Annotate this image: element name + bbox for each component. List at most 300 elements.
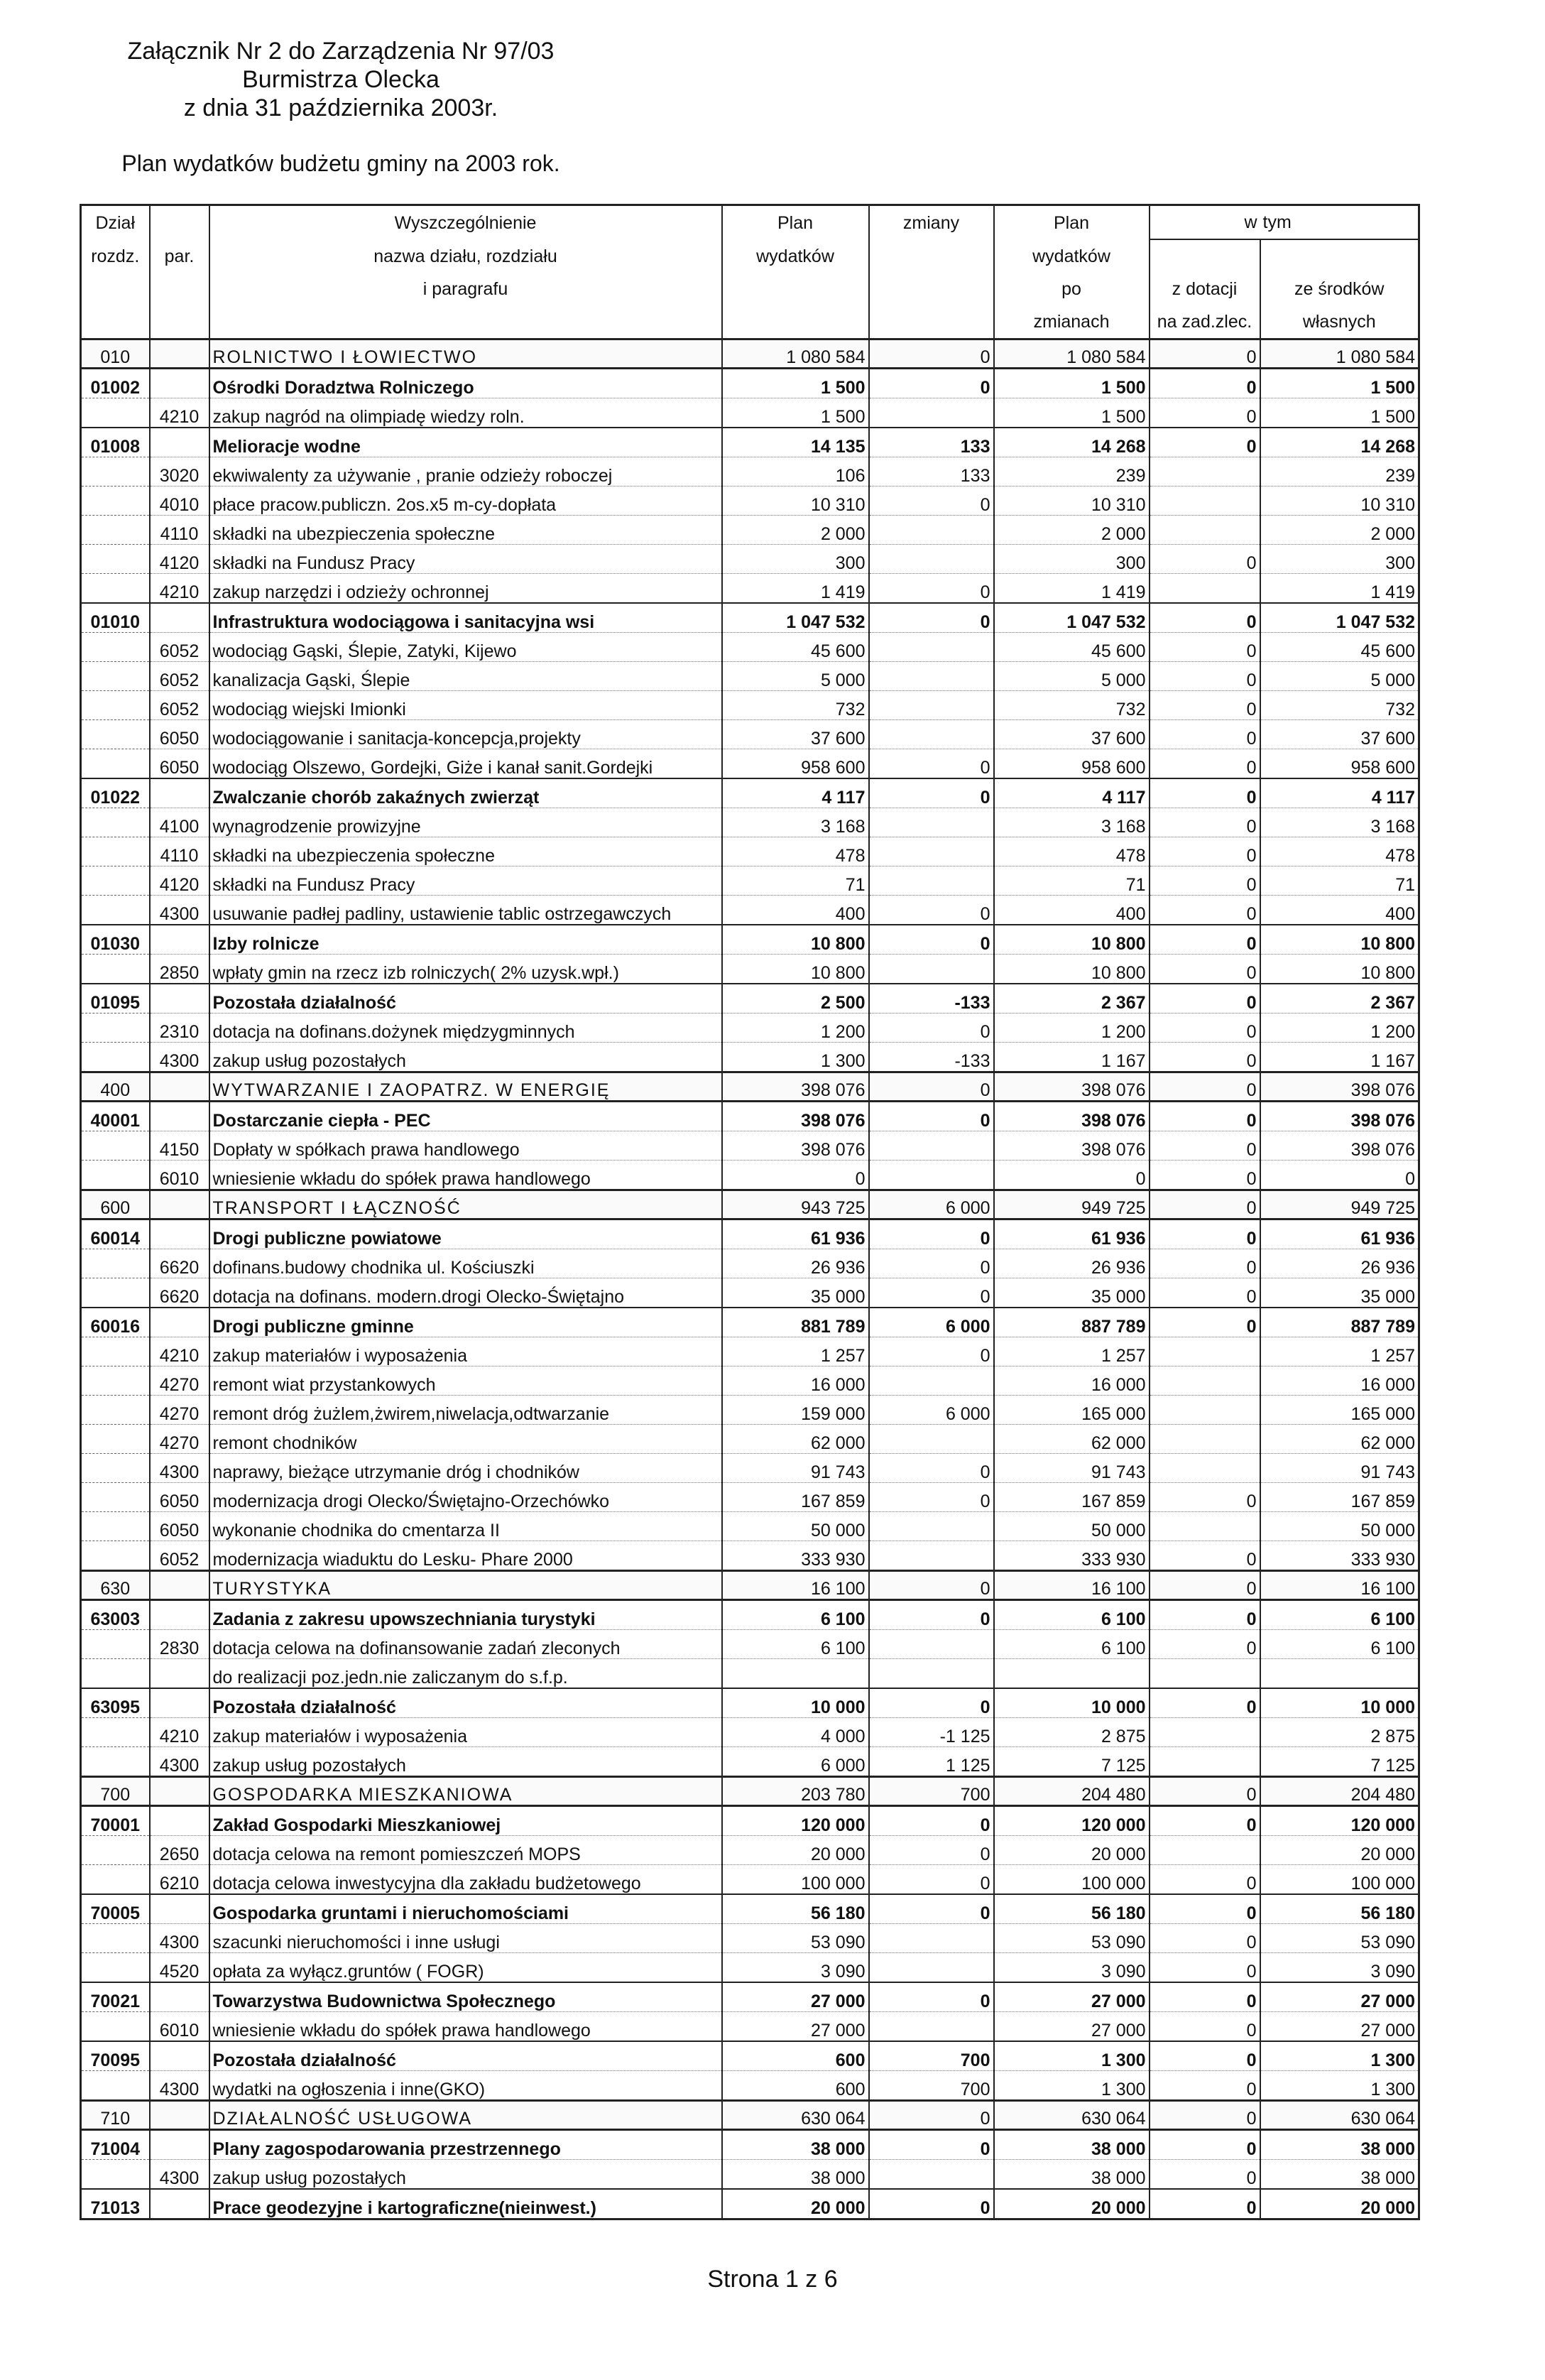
par-cell: 4110 <box>150 837 209 866</box>
ze-srodkow-cell: 56 180 <box>1260 1894 1419 1924</box>
col-ze-srodkow-header: ze środków <box>1260 273 1419 305</box>
rozdzial-row <box>81 603 1419 633</box>
ze-srodkow-cell: 27 000 <box>1260 2012 1419 2042</box>
z-dotacji-cell <box>1150 1747 1260 1777</box>
plan-po-zmianach-cell: 3 090 <box>994 1953 1150 1983</box>
plan-po-zmianach-cell: 91 743 <box>994 1454 1150 1483</box>
ze-srodkow-cell: 1 500 <box>1260 369 1419 398</box>
ze-srodkow-cell: 732 <box>1260 691 1419 720</box>
zmiany-cell: 6 000 <box>869 1308 994 1337</box>
par-cell <box>150 603 209 633</box>
paragraf-row <box>81 1454 1419 1483</box>
zmiany-cell <box>869 1512 994 1541</box>
zmiany-cell: 0 <box>869 603 994 633</box>
ze-srodkow-cell: 61 936 <box>1260 1219 1419 1249</box>
par-cell <box>150 1308 209 1337</box>
dzial-cell <box>81 545 150 574</box>
dzial-cell: 70001 <box>81 1806 150 1836</box>
page-number: Strona 1 z 6 <box>707 2266 838 2293</box>
paragraf-row <box>81 1865 1419 1895</box>
paragraf-row <box>81 720 1419 749</box>
par-cell: 6010 <box>150 1161 209 1190</box>
zmiany-cell: 0 <box>869 1483 994 1512</box>
dzial-cell: 710 <box>81 2101 150 2130</box>
ze-srodkow-cell: 2 875 <box>1260 1718 1419 1747</box>
dzial-cell <box>81 1659 150 1689</box>
zmiany-cell: 6 000 <box>869 1396 994 1425</box>
plan-po-zmianach-cell: 7 125 <box>994 1747 1150 1777</box>
z-dotacji-cell: 0 <box>1150 662 1260 691</box>
col-plan-header: Plan <box>722 205 869 240</box>
ze-srodkow-cell: 10 800 <box>1260 955 1419 984</box>
name-cell: Zwalczanie chorób zakaźnych zwierząt <box>209 778 722 808</box>
plan-po-zmianach-cell: 37 600 <box>994 720 1150 749</box>
par-cell <box>150 339 209 369</box>
z-dotacji-cell: 0 <box>1150 1014 1260 1043</box>
ze-srodkow-cell: 10 310 <box>1260 487 1419 516</box>
z-dotacji-cell: 0 <box>1150 633 1260 662</box>
ze-srodkow-cell: 167 859 <box>1260 1483 1419 1512</box>
plan-cell: 61 936 <box>722 1219 869 1249</box>
z-dotacji-cell <box>1150 516 1260 545</box>
par-cell <box>150 1102 209 1131</box>
par-cell: 6050 <box>150 720 209 749</box>
dzial-cell <box>81 866 150 896</box>
ze-srodkow-cell: 120 000 <box>1260 1806 1419 1836</box>
name-cell: Towarzystwa Budownictwa Społecznego <box>209 1982 722 2012</box>
par-cell: 4270 <box>150 1425 209 1454</box>
par-cell: 6052 <box>150 662 209 691</box>
zmiany-cell: 133 <box>869 428 994 457</box>
plan-cell: 1 080 584 <box>722 339 869 369</box>
plan-po-zmianach-cell: 958 600 <box>994 749 1150 779</box>
plan-cell: 958 600 <box>722 749 869 779</box>
plan-po-zmianach-cell <box>994 1659 1150 1689</box>
ze-srodkow-cell: 4 117 <box>1260 778 1419 808</box>
dzial-cell <box>81 1836 150 1865</box>
col-nazwa-header: nazwa działu, rozdziału <box>209 239 722 273</box>
plan-cell: 10 310 <box>722 487 869 516</box>
dzial-cell <box>81 1747 150 1777</box>
z-dotacji-cell: 0 <box>1150 1777 1260 1806</box>
ze-srodkow-cell: 958 600 <box>1260 749 1419 779</box>
plan-cell: 20 000 <box>722 1836 869 1865</box>
rozdzial-row <box>81 1806 1419 1836</box>
name-cell: TRANSPORT I ŁĄCZNOŚĆ <box>209 1190 722 1219</box>
paragraf-row <box>81 1337 1419 1366</box>
plan-cell: 26 936 <box>722 1249 869 1278</box>
name-cell: naprawy, bieżące utrzymanie dróg i chodników <box>209 1454 722 1483</box>
name-cell: TURYSTYKA <box>209 1571 722 1600</box>
z-dotacji-cell: 0 <box>1150 398 1260 428</box>
z-dotacji-cell <box>1150 1512 1260 1541</box>
paragraf-row <box>81 1278 1419 1308</box>
zmiany-cell: 0 <box>869 1600 994 1630</box>
name-cell: zakup materiałów i wyposażenia <box>209 1718 722 1747</box>
z-dotacji-cell: 0 <box>1150 1688 1260 1718</box>
zmiany-cell <box>869 516 994 545</box>
dzial-cell <box>81 1865 150 1895</box>
zmiany-cell: 700 <box>869 2041 994 2071</box>
col-po-header: po <box>994 273 1150 305</box>
dzial-cell: 01095 <box>81 984 150 1014</box>
name-cell: dotacja celowa na remont pomieszczeń MOPS <box>209 1836 722 1865</box>
ze-srodkow-cell: 71 <box>1260 866 1419 896</box>
plan-po-zmianach-cell: 300 <box>994 545 1150 574</box>
plan-cell: 1 500 <box>722 369 869 398</box>
plan-po-zmianach-cell: 61 936 <box>994 1219 1150 1249</box>
plan-cell: 50 000 <box>722 1512 869 1541</box>
dzial-cell <box>81 398 150 428</box>
plan-cell: 2 500 <box>722 984 869 1014</box>
par-cell <box>150 1982 209 2012</box>
name-cell: dofinans.budowy chodnika ul. Kościuszki <box>209 1249 722 1278</box>
name-cell: wynagrodzenie prowizyjne <box>209 808 722 837</box>
plan-cell: 16 100 <box>722 1571 869 1600</box>
name-cell: Pozostała działalność <box>209 984 722 1014</box>
z-dotacji-cell <box>1150 1396 1260 1425</box>
plan-po-zmianach-cell: 16 000 <box>994 1366 1150 1396</box>
paragraf-row <box>81 1718 1419 1747</box>
plan-cell: 120 000 <box>722 1806 869 1836</box>
dzial-row <box>81 2101 1419 2130</box>
paragraf-row <box>81 866 1419 896</box>
zmiany-cell: 0 <box>869 1219 994 1249</box>
dzial-cell <box>81 633 150 662</box>
par-cell: 2830 <box>150 1630 209 1659</box>
paragraf-row <box>81 1512 1419 1541</box>
plan-po-zmianach-cell: 949 725 <box>994 1190 1150 1219</box>
name-cell: Drogi publiczne powiatowe <box>209 1219 722 1249</box>
name-cell: Infrastruktura wodociągowa i sanitacyjna wsi <box>209 603 722 633</box>
zmiany-cell: 0 <box>869 2101 994 2130</box>
plan-po-zmianach-cell: 6 100 <box>994 1600 1150 1630</box>
plan-po-zmianach-cell: 0 <box>994 1161 1150 1190</box>
plan-po-zmianach-cell: 2 875 <box>994 1718 1150 1747</box>
plan-cell <box>722 1659 869 1689</box>
name-cell: wniesienie wkładu do spółek prawa handlowego <box>209 2012 722 2042</box>
ze-srodkow-cell: 16 000 <box>1260 1366 1419 1396</box>
name-cell: zakup usług pozostałych <box>209 1043 722 1072</box>
plan-cell: 10 800 <box>722 925 869 955</box>
zmiany-cell: 6 000 <box>869 1190 994 1219</box>
z-dotacji-cell <box>1150 487 1260 516</box>
zmiany-cell: -133 <box>869 1043 994 1072</box>
z-dotacji-cell: 0 <box>1150 339 1260 369</box>
dzial-cell <box>81 1014 150 1043</box>
name-cell: wykonanie chodnika do cmentarza II <box>209 1512 722 1541</box>
z-dotacji-cell <box>1150 457 1260 487</box>
paragraf-row <box>81 662 1419 691</box>
name-cell: zakup narzędzi i odzieży ochronnej <box>209 574 722 604</box>
par-cell: 6052 <box>150 1541 209 1571</box>
paragraf-row <box>81 1483 1419 1512</box>
dzial-cell: 01008 <box>81 428 150 457</box>
dzial-cell <box>81 1366 150 1396</box>
name-cell: Dopłaty w spółkach prawa handlowego <box>209 1131 722 1161</box>
zmiany-cell: -133 <box>869 984 994 1014</box>
name-cell: opłata za wyłącz.gruntów ( FOGR) <box>209 1953 722 1983</box>
par-cell: 6052 <box>150 691 209 720</box>
par-cell: 4210 <box>150 1337 209 1366</box>
zmiany-cell <box>869 662 994 691</box>
col-paragrafu-header: i paragrafu <box>209 273 722 305</box>
ze-srodkow-cell: 6 100 <box>1260 1600 1419 1630</box>
zmiany-cell: 1 125 <box>869 1747 994 1777</box>
dzial-cell: 01002 <box>81 369 150 398</box>
plan-cell: 27 000 <box>722 2012 869 2042</box>
name-cell: WYTWARZANIE I ZAOPATRZ. W ENERGIĘ <box>209 1072 722 1102</box>
zmiany-cell: 0 <box>869 1278 994 1308</box>
name-cell: modernizacja drogi Olecko/Świętajno-Orzechówko <box>209 1483 722 1512</box>
ze-srodkow-cell: 165 000 <box>1260 1396 1419 1425</box>
z-dotacji-cell: 0 <box>1150 1190 1260 1219</box>
plan-cell: 400 <box>722 896 869 925</box>
zmiany-cell: 133 <box>869 457 994 487</box>
par-cell: 6210 <box>150 1865 209 1895</box>
plan-po-zmianach-cell: 630 064 <box>994 2101 1150 2130</box>
dzial-cell <box>81 1396 150 1425</box>
ze-srodkow-cell: 398 076 <box>1260 1072 1419 1102</box>
dzial-cell <box>81 808 150 837</box>
name-cell: zakup materiałów i wyposażenia <box>209 1337 722 1366</box>
name-cell: Zadania z zakresu upowszechniania turystyki <box>209 1600 722 1630</box>
rozdzial-row <box>81 369 1419 398</box>
plan-cell: 37 600 <box>722 720 869 749</box>
name-cell: remont chodników <box>209 1425 722 1454</box>
plan-cell: 45 600 <box>722 633 869 662</box>
name-cell: wodociąg wiejski Imionki <box>209 691 722 720</box>
zmiany-cell <box>869 2012 994 2042</box>
dzial-cell <box>81 837 150 866</box>
z-dotacji-cell: 0 <box>1150 1924 1260 1953</box>
z-dotacji-cell: 0 <box>1150 545 1260 574</box>
ze-srodkow-cell: 38 000 <box>1260 2160 1419 2190</box>
z-dotacji-cell: 0 <box>1150 866 1260 896</box>
ze-srodkow-cell: 35 000 <box>1260 1278 1419 1308</box>
zmiany-cell: -1 125 <box>869 1718 994 1747</box>
col-zmianach-header: zmianach <box>994 305 1150 339</box>
zmiany-cell <box>869 1953 994 1983</box>
ze-srodkow-cell: 478 <box>1260 837 1419 866</box>
paragraf-row <box>81 574 1419 604</box>
z-dotacji-cell: 0 <box>1150 1953 1260 1983</box>
dzial-cell: 60016 <box>81 1308 150 1337</box>
paragraf-row <box>81 545 1419 574</box>
paragraf-row <box>81 1161 1419 1190</box>
plan-po-zmianach-cell: 20 000 <box>994 2189 1150 2219</box>
par-cell <box>150 1600 209 1630</box>
ze-srodkow-cell: 1 047 532 <box>1260 603 1419 633</box>
z-dotacji-cell: 0 <box>1150 2101 1260 2130</box>
z-dotacji-cell: 0 <box>1150 808 1260 837</box>
plan-po-zmianach-cell: 20 000 <box>994 1836 1150 1865</box>
document-title: Plan wydatków budżetu gminy na 2003 rok. <box>121 151 560 176</box>
ze-srodkow-cell: 0 <box>1260 1161 1419 1190</box>
par-cell: 6050 <box>150 749 209 779</box>
plan-cell: 6 100 <box>722 1630 869 1659</box>
plan-cell: 1 200 <box>722 1014 869 1043</box>
plan-po-zmianach-cell: 887 789 <box>994 1308 1150 1337</box>
ze-srodkow-cell: 100 000 <box>1260 1865 1419 1895</box>
zmiany-cell: 0 <box>869 1865 994 1895</box>
ze-srodkow-cell: 7 125 <box>1260 1747 1419 1777</box>
zmiany-cell: 700 <box>869 1777 994 1806</box>
name-cell: składki na Fundusz Pracy <box>209 866 722 896</box>
dzial-cell <box>81 1425 150 1454</box>
plan-cell: 71 <box>722 866 869 896</box>
name-cell: Drogi publiczne gminne <box>209 1308 722 1337</box>
z-dotacji-cell: 0 <box>1150 369 1260 398</box>
dzial-cell <box>81 662 150 691</box>
plan-cell: 56 180 <box>722 1894 869 1924</box>
paragraf-row <box>81 1659 1419 1689</box>
name-cell: wydatki na ogłoszenia i inne(GKO) <box>209 2071 722 2101</box>
ze-srodkow-cell: 20 000 <box>1260 1836 1419 1865</box>
par-cell: 4150 <box>150 1131 209 1161</box>
z-dotacji-cell <box>1150 1836 1260 1865</box>
name-cell: Pozostała działalność <box>209 2041 722 2071</box>
par-cell <box>150 1894 209 1924</box>
col-tym-header: tym <box>1260 205 1419 240</box>
rozdzial-row <box>81 2130 1419 2160</box>
ze-srodkow-cell: 1 257 <box>1260 1337 1419 1366</box>
par-cell <box>150 2189 209 2219</box>
plan-cell: 6 100 <box>722 1600 869 1630</box>
plan-po-zmianach-cell: 1 200 <box>994 1014 1150 1043</box>
dzial-cell <box>81 1512 150 1541</box>
par-cell: 6620 <box>150 1249 209 1278</box>
plan-po-zmianach-cell: 1 300 <box>994 2041 1150 2071</box>
rozdzial-row <box>81 1219 1419 1249</box>
paragraf-row <box>81 808 1419 837</box>
plan-po-zmianach-cell: 26 936 <box>994 1249 1150 1278</box>
plan-po-zmianach-cell: 56 180 <box>994 1894 1150 1924</box>
zmiany-cell <box>869 1541 994 1571</box>
par-cell: 2850 <box>150 955 209 984</box>
zmiany-cell: 0 <box>869 1072 994 1102</box>
zmiany-cell: 0 <box>869 925 994 955</box>
zmiany-cell <box>869 866 994 896</box>
name-cell: dotacja na dofinans. modern.drogi Olecko-Świętajno <box>209 1278 722 1308</box>
zmiany-cell: 0 <box>869 1688 994 1718</box>
par-cell <box>150 1777 209 1806</box>
paragraf-row <box>81 1131 1419 1161</box>
par-cell <box>150 2101 209 2130</box>
z-dotacji-cell: 0 <box>1150 428 1260 457</box>
par-cell: 4300 <box>150 1747 209 1777</box>
zmiany-cell <box>869 808 994 837</box>
rozdzial-row <box>81 2189 1419 2219</box>
ze-srodkow-cell: 1 167 <box>1260 1043 1419 1072</box>
plan-cell: 398 076 <box>722 1131 869 1161</box>
paragraf-row <box>81 896 1419 925</box>
z-dotacji-cell: 0 <box>1150 720 1260 749</box>
ze-srodkow-cell: 53 090 <box>1260 1924 1419 1953</box>
par-cell <box>150 1659 209 1689</box>
col-wlasnych-header: własnych <box>1260 305 1419 339</box>
ze-srodkow-cell: 3 168 <box>1260 808 1419 837</box>
dzial-cell <box>81 516 150 545</box>
par-cell: 4270 <box>150 1366 209 1396</box>
zmiany-cell: 0 <box>869 1337 994 1366</box>
name-cell: Izby rolnicze <box>209 925 722 955</box>
dzial-row <box>81 1777 1419 1806</box>
zmiany-cell: 0 <box>869 1102 994 1131</box>
plan-cell: 10 000 <box>722 1688 869 1718</box>
ze-srodkow-cell: 333 930 <box>1260 1541 1419 1571</box>
plan-po-zmianach-cell: 10 310 <box>994 487 1150 516</box>
plan-po-zmianach-cell: 4 117 <box>994 778 1150 808</box>
col-na-zad-header: na zad.zlec. <box>1150 305 1260 339</box>
name-cell: do realizacji poz.jedn.nie zaliczanym do s.f.p. <box>209 1659 722 1689</box>
dzial-cell: 700 <box>81 1777 150 1806</box>
z-dotacji-cell: 0 <box>1150 955 1260 984</box>
plan-po-zmianach-cell: 27 000 <box>994 2012 1150 2042</box>
plan-po-zmianach-cell: 398 076 <box>994 1102 1150 1131</box>
col-w-header: w <box>1150 205 1260 240</box>
plan-po-zmianach-cell: 62 000 <box>994 1425 1150 1454</box>
dzial-cell <box>81 1541 150 1571</box>
par-cell <box>150 1219 209 1249</box>
z-dotacji-cell: 0 <box>1150 1483 1260 1512</box>
col-zmiany-header: zmiany <box>869 205 994 240</box>
header-line-1: Załącznik Nr 2 do Zarządzenia Nr 97/03 <box>127 38 555 65</box>
plan-po-zmianach-cell: 10 800 <box>994 925 1150 955</box>
plan-cell: 1 419 <box>722 574 869 604</box>
z-dotacji-cell: 0 <box>1150 2130 1260 2160</box>
name-cell: GOSPODARKA MIESZKANIOWA <box>209 1777 722 1806</box>
plan-cell: 1 300 <box>722 1043 869 1072</box>
zmiany-cell: 0 <box>869 1894 994 1924</box>
ze-srodkow-cell: 1 080 584 <box>1260 339 1419 369</box>
paragraf-row <box>81 1043 1419 1072</box>
zmiany-cell <box>869 720 994 749</box>
plan-po-zmianach-cell: 732 <box>994 691 1150 720</box>
plan-cell: 1 257 <box>722 1337 869 1366</box>
plan-cell: 10 800 <box>722 955 869 984</box>
zmiany-cell: 0 <box>869 1836 994 1865</box>
zmiany-cell <box>869 837 994 866</box>
paragraf-row <box>81 2071 1419 2101</box>
zmiany-cell <box>869 545 994 574</box>
dzial-cell <box>81 1483 150 1512</box>
paragraf-row <box>81 516 1419 545</box>
ze-srodkow-cell: 38 000 <box>1260 2130 1419 2160</box>
zmiany-cell <box>869 955 994 984</box>
name-cell: Gospodarka gruntami i nieruchomościami <box>209 1894 722 1924</box>
z-dotacji-cell: 0 <box>1150 837 1260 866</box>
plan-cell: 4 000 <box>722 1718 869 1747</box>
rozdzial-row <box>81 1894 1419 1924</box>
paragraf-row <box>81 1366 1419 1396</box>
plan-po-zmianach-cell: 16 100 <box>994 1571 1150 1600</box>
plan-cell: 4 117 <box>722 778 869 808</box>
col-wydatkow-header: wydatków <box>722 239 869 273</box>
rozdzial-row <box>81 984 1419 1014</box>
name-cell: zakup usług pozostałych <box>209 1747 722 1777</box>
par-cell: 4100 <box>150 808 209 837</box>
plan-po-zmianach-cell: 1 300 <box>994 2071 1150 2101</box>
zmiany-cell <box>869 1425 994 1454</box>
plan-po-zmianach-cell: 14 268 <box>994 428 1150 457</box>
paragraf-row <box>81 1541 1419 1571</box>
name-cell: Dostarczanie ciepła - PEC <box>209 1102 722 1131</box>
name-cell: składki na ubezpieczenia społeczne <box>209 516 722 545</box>
name-cell: zakup usług pozostałych <box>209 2160 722 2190</box>
zmiany-cell: 700 <box>869 2071 994 2101</box>
plan-cell: 35 000 <box>722 1278 869 1308</box>
